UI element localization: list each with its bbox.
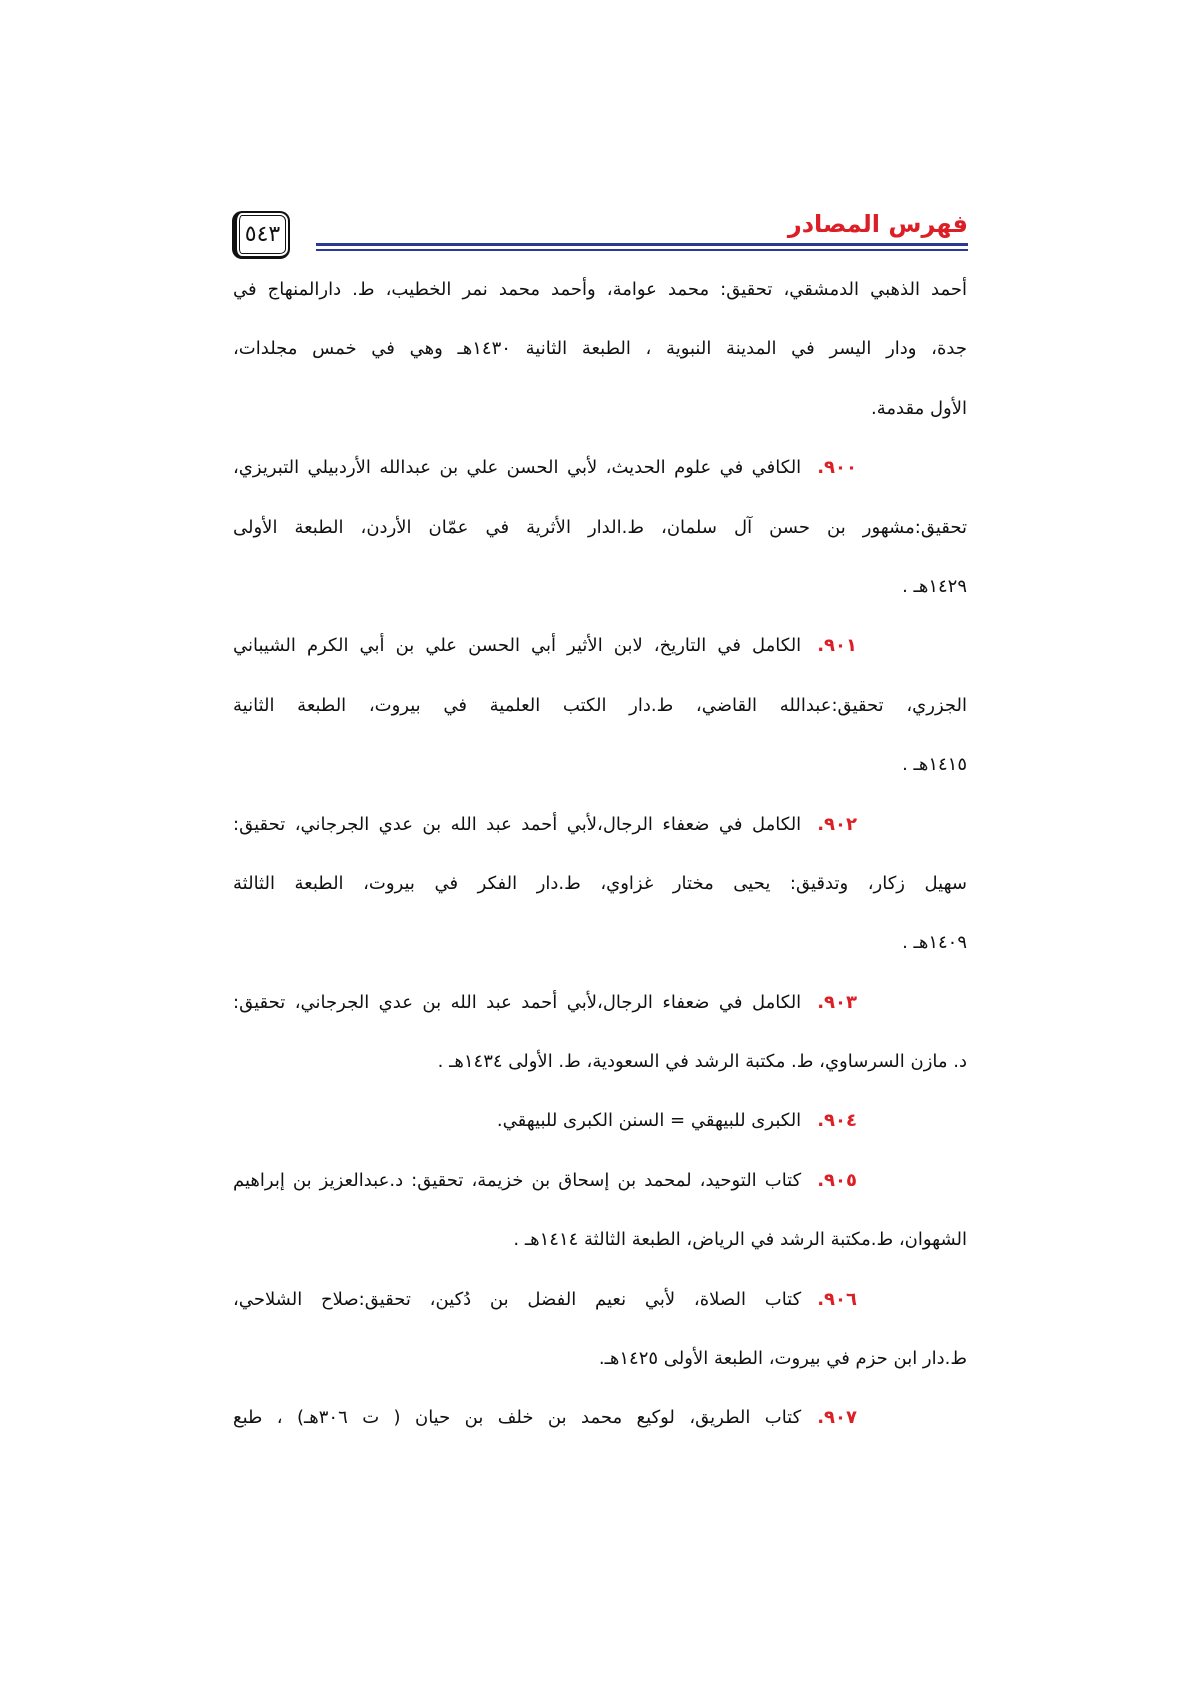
bibliography-list <box>233 260 967 1448</box>
entry-number: ٩٠٥. <box>817 1169 857 1191</box>
entry-906 <box>233 1270 967 1389</box>
entry-number: ٩٠٢. <box>817 813 857 835</box>
entry-text: الكامل في ضعفاء الرجال،لأبي أحمد عبد الله بن عدي الجرجاني، تحقيق: <box>233 991 802 1013</box>
page-number: ٥٤٣ <box>244 221 281 247</box>
entry-904 <box>233 1091 967 1150</box>
entry-number: ٩٠٣. <box>817 991 857 1013</box>
entry-first-line <box>233 1270 967 1329</box>
entry-text: الكامل في ضعفاء الرجال،لأبي أحمد عبد الله بن عدي الجرجاني، تحقيق: <box>233 813 802 835</box>
page-number-box <box>232 211 290 259</box>
entry-first-line <box>233 795 967 854</box>
entry-905 <box>233 1151 967 1270</box>
entry-line: د. مازن السرساوي، ط. مكتبة الرشد في السعودية، ط. الأولى ١٤٣٤هـ . <box>437 1051 967 1073</box>
entry-first-line <box>233 438 967 497</box>
entry-line: الشهوان، ط.مكتبة الرشد في الرياض، الطبعة الثالثة ١٤١٤هـ . <box>513 1229 967 1251</box>
entry-text: كتاب التوحيد، لمحمد بن إسحاق بن خزيمة، تحقيق: د.عبدالعزيز بن إبراهيم <box>233 1169 802 1191</box>
entry-line: ١٤٠٩هـ . <box>902 932 967 954</box>
entry-line: تحقيق:مشهور بن حسن آل سلمان، ط.الدار الأثرية في عمّان الأردن، الطبعة الأولى <box>233 516 967 538</box>
entry-line: ط.دار ابن حزم في بيروت، الطبعة الأولى ١٤٢٥هـ. <box>598 1348 967 1370</box>
entry-number: ٩٠٦. <box>817 1288 857 1310</box>
entry-number: ٩٠٠. <box>817 457 857 479</box>
header-rule <box>316 243 968 251</box>
entry-first-line <box>233 973 967 1032</box>
entry-first-line <box>233 616 967 675</box>
entry-number: ٩٠١. <box>817 635 857 657</box>
entry-902 <box>233 795 967 973</box>
entry-text: كتاب الطريق، لوكيع محمد بن خلف بن حيان ( ت ٣٠٦هـ) ، طبع <box>233 1407 802 1429</box>
entry-line: ١٤١٥هـ . <box>902 754 967 776</box>
entry-first-line <box>233 1151 967 1210</box>
entry-number: ٩٠٧. <box>817 1407 857 1429</box>
entry-900 <box>233 438 967 616</box>
continued-entry <box>233 260 967 438</box>
entry-line: أحمد الذهبي الدمشقي، تحقيق: محمد عوامة، وأحمد محمد نمر الخطيب، ط. دارالمنهاج في <box>233 279 967 300</box>
entry-first-line <box>233 1388 967 1447</box>
running-title: فهرس المصادر <box>787 210 968 238</box>
entry-line: ١٤٢٩هـ . <box>902 575 967 597</box>
entry-first-line <box>233 1091 967 1150</box>
entry-text: الكبرى للبيهقي = السنن الكبرى للبيهقي. <box>496 1110 802 1132</box>
entry-text: كتاب الصلاة، لأبي نعيم الفضل بن دُكين، تحقيق:صلاح الشلاحي، <box>233 1288 802 1310</box>
entry-901 <box>233 616 967 794</box>
entry-text: الكافي في علوم الحديث، لأبي الحسن علي بن عبدالله الأردبيلي التبريزي، <box>233 457 802 479</box>
entry-line: جدة، ودار اليسر في المدينة النبوية ، الطبعة الثانية ١٤٣٠هـ وهي في خمس مجلدات، <box>233 338 967 360</box>
entry-903 <box>233 973 967 1092</box>
entry-line: سهيل زكار، وتدقيق: يحيى مختار غزاوي، ط.دار الفكر في بيروت، الطبعة الثالثة <box>233 872 967 894</box>
entry-text: الكامل في التاريخ، لابن الأثير أبي الحسن علي بن أبي الكرم الشيباني <box>233 635 802 657</box>
entry-907 <box>233 1388 967 1447</box>
entry-number: ٩٠٤. <box>817 1110 857 1132</box>
entry-line: الجزري، تحقيق:عبدالله القاضي، ط.دار الكتب العلمية في بيروت، الطبعة الثانية <box>233 694 967 716</box>
entry-line: الأول مقدمة. <box>871 397 967 419</box>
